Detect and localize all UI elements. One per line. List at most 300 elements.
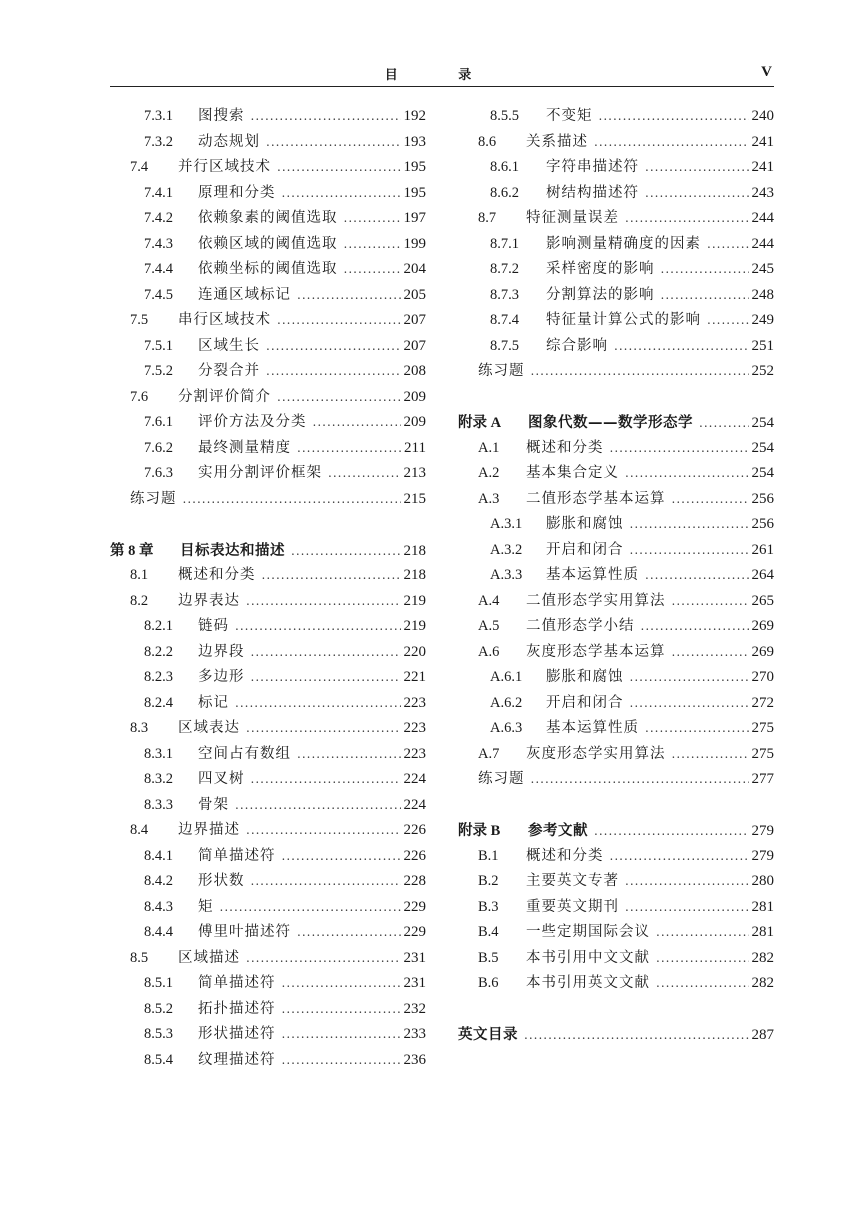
toc-entry[interactable] bbox=[458, 130, 774, 156]
dot-leader bbox=[183, 487, 401, 513]
entry-number: 7.6.2 bbox=[144, 439, 173, 456]
entry-page-number: 264 bbox=[751, 567, 774, 583]
entry-number: A.3.1 bbox=[490, 516, 523, 532]
entry-title: 重要英文期刊 bbox=[526, 898, 619, 915]
entry-number: 7.6 bbox=[130, 388, 149, 405]
entry-title: 依赖坐标的阈值选取 bbox=[198, 261, 338, 277]
toc-entry[interactable] bbox=[110, 359, 426, 385]
entry-number: 8.5.2 bbox=[144, 1000, 173, 1017]
entry-number: A.4 bbox=[478, 592, 500, 609]
toc-entry[interactable] bbox=[110, 640, 426, 666]
section-gap bbox=[458, 793, 774, 819]
entry-page-number: 233 bbox=[403, 1026, 426, 1042]
entry-title: 空间占有数组 bbox=[198, 745, 291, 762]
dot-leader bbox=[282, 844, 401, 870]
entry-number: 8.7.1 bbox=[490, 235, 519, 252]
toc-entry[interactable] bbox=[458, 920, 774, 946]
entry-page-number: 205 bbox=[403, 286, 426, 303]
dot-leader bbox=[266, 130, 401, 156]
entry-title: 形状描述符 bbox=[198, 1026, 276, 1042]
entry-title: 拓扑描述符 bbox=[198, 1000, 276, 1017]
entry-number: 8.7.2 bbox=[490, 261, 519, 277]
toc-entry[interactable] bbox=[110, 614, 426, 640]
entry-page-number: 229 bbox=[403, 924, 426, 940]
page-number: V bbox=[761, 64, 772, 80]
toc-entry[interactable] bbox=[110, 461, 426, 487]
entry-page-number: 223 bbox=[403, 694, 426, 711]
entry-title: 原理和分类 bbox=[198, 184, 276, 201]
dot-leader bbox=[282, 1022, 401, 1048]
entry-title: 傅里叶描述符 bbox=[198, 924, 291, 940]
entry-title: 影响测量精确度的因素 bbox=[546, 235, 701, 252]
dot-leader bbox=[656, 946, 749, 972]
toc-entry[interactable] bbox=[110, 232, 426, 258]
entry-title: 综合影响 bbox=[546, 337, 608, 354]
toc-entry[interactable] bbox=[458, 640, 774, 666]
entry-page-number: 211 bbox=[404, 439, 426, 456]
dot-leader bbox=[625, 461, 749, 487]
entry-page-number: 219 bbox=[403, 618, 426, 634]
toc-entry[interactable] bbox=[458, 257, 774, 283]
dot-leader bbox=[630, 691, 749, 717]
entry-number: 7.4.2 bbox=[144, 210, 173, 226]
entry-page-number: 224 bbox=[403, 771, 426, 787]
entry-title: 纹理描述符 bbox=[198, 1051, 276, 1068]
entry-title: 开启和闭合 bbox=[546, 694, 624, 711]
entry-page-number: 270 bbox=[751, 669, 774, 685]
entry-page-number: 208 bbox=[403, 363, 426, 379]
entry-title: 链码 bbox=[198, 618, 229, 634]
toc-entry[interactable] bbox=[110, 104, 426, 130]
dot-leader bbox=[235, 691, 401, 717]
toc-entry[interactable] bbox=[110, 869, 426, 895]
entry-title: 简单描述符 bbox=[198, 975, 276, 991]
dot-leader bbox=[531, 359, 749, 385]
entry-number: 8.3.3 bbox=[144, 796, 173, 813]
toc-entry[interactable] bbox=[458, 104, 774, 130]
entry-number: 7.5 bbox=[130, 312, 149, 328]
toc-entry[interactable] bbox=[110, 793, 426, 819]
entry-title: 并行区域技术 bbox=[178, 159, 271, 175]
dot-leader bbox=[707, 232, 749, 258]
entry-title: 区域生长 bbox=[198, 337, 260, 354]
toc-chapter-entry[interactable] bbox=[458, 410, 774, 436]
entry-page-number: 228 bbox=[403, 873, 426, 889]
entry-page-number: 282 bbox=[751, 949, 774, 966]
toc-entry[interactable] bbox=[110, 589, 426, 615]
entry-title: 分割算法的影响 bbox=[546, 286, 655, 303]
entry-number: A.1 bbox=[478, 439, 500, 456]
entry-page-number: 231 bbox=[403, 975, 426, 991]
toc-entry[interactable] bbox=[110, 436, 426, 462]
toc-right-column bbox=[458, 104, 774, 1048]
entry-page-number: 256 bbox=[751, 516, 774, 532]
toc-entry[interactable] bbox=[110, 410, 426, 436]
entry-title: 目标表达和描述 bbox=[180, 541, 285, 559]
toc-entry[interactable] bbox=[458, 869, 774, 895]
entry-title: 特征量计算公式的影响 bbox=[546, 312, 701, 328]
toc-entry[interactable] bbox=[110, 971, 426, 997]
entry-page-number: 223 bbox=[403, 720, 426, 736]
entry-page-number: 226 bbox=[403, 847, 426, 864]
entry-title: 关系描述 bbox=[526, 133, 588, 150]
toc-entry[interactable] bbox=[458, 334, 774, 360]
entry-number: B.2 bbox=[478, 873, 499, 889]
entry-page-number: 279 bbox=[751, 823, 774, 839]
entry-number: 8.7.3 bbox=[490, 286, 519, 303]
entry-title: 图象代数——数学形态学 bbox=[528, 414, 693, 431]
entry-number: 8.7 bbox=[478, 210, 497, 226]
dot-leader bbox=[344, 206, 401, 232]
entry-title: 概述和分类 bbox=[526, 847, 604, 864]
dot-leader bbox=[277, 385, 401, 411]
entry-number: 8.3.2 bbox=[144, 771, 173, 787]
toc-entry[interactable] bbox=[458, 971, 774, 997]
entry-number: A.3 bbox=[478, 490, 500, 507]
entry-page-number: 254 bbox=[751, 439, 774, 456]
toc-entry[interactable] bbox=[458, 461, 774, 487]
entry-number: 7.4 bbox=[130, 159, 149, 175]
toc-entry[interactable] bbox=[458, 946, 774, 972]
section-gap bbox=[458, 385, 774, 411]
entry-title: 概述和分类 bbox=[526, 439, 604, 456]
toc-left-column bbox=[110, 104, 426, 1073]
toc-entry[interactable] bbox=[458, 614, 774, 640]
entry-title: 形状数 bbox=[198, 873, 245, 889]
entry-title: 本书引用英文文献 bbox=[526, 975, 650, 991]
toc-entry[interactable] bbox=[458, 716, 774, 742]
toc-entry[interactable] bbox=[110, 334, 426, 360]
entry-number: 8.6.2 bbox=[490, 184, 519, 201]
entry-page-number: 254 bbox=[751, 465, 774, 481]
entry-page-number: 213 bbox=[403, 465, 426, 481]
header-title: 目 录 bbox=[384, 68, 500, 83]
entry-title: 一些定期国际会议 bbox=[526, 924, 650, 940]
toc-entry[interactable] bbox=[110, 767, 426, 793]
entry-title: 膨胀和腐蚀 bbox=[546, 516, 624, 532]
entry-title: 标记 bbox=[198, 694, 229, 711]
entry-title: 依赖区域的阈值选取 bbox=[198, 235, 338, 252]
dot-leader bbox=[645, 716, 749, 742]
toc-entry[interactable] bbox=[110, 155, 426, 181]
toc-entry[interactable] bbox=[110, 206, 426, 232]
toc-entry[interactable] bbox=[110, 844, 426, 870]
entry-number: A.2 bbox=[478, 465, 500, 481]
entry-number: A.3.2 bbox=[490, 541, 523, 558]
entry-page-number: 256 bbox=[751, 490, 774, 507]
dot-leader bbox=[282, 181, 401, 207]
dot-leader bbox=[531, 767, 749, 793]
toc-chapter-entry[interactable] bbox=[458, 818, 774, 844]
toc-entry[interactable] bbox=[110, 487, 426, 513]
entry-title: 动态规划 bbox=[198, 133, 260, 150]
dot-leader bbox=[625, 206, 749, 232]
toc-entry[interactable] bbox=[110, 742, 426, 768]
entry-number: 8.5.1 bbox=[144, 975, 173, 991]
entry-number: A.6.1 bbox=[490, 669, 523, 685]
entry-number: 8.4 bbox=[130, 822, 149, 838]
entry-page-number: 249 bbox=[751, 312, 774, 328]
entry-page-number: 281 bbox=[751, 898, 774, 915]
toc-entry[interactable] bbox=[110, 895, 426, 921]
dot-leader bbox=[282, 997, 401, 1023]
entry-title: 依赖象素的阈值选取 bbox=[198, 210, 338, 226]
entry-number: 附录 B bbox=[458, 823, 501, 839]
dot-leader bbox=[344, 257, 401, 283]
entry-number: 8.7.4 bbox=[490, 312, 519, 328]
entry-page-number: 275 bbox=[751, 720, 774, 736]
dot-leader bbox=[594, 130, 749, 156]
entry-page-number: 254 bbox=[751, 415, 774, 431]
toc-chapter-entry[interactable] bbox=[458, 1022, 774, 1048]
entry-number: B.3 bbox=[478, 898, 499, 915]
toc-entry[interactable] bbox=[458, 563, 774, 589]
entry-title: 本书引用中文文献 bbox=[526, 949, 650, 966]
entry-page-number: 269 bbox=[751, 618, 774, 634]
dot-leader bbox=[672, 742, 749, 768]
toc-entry[interactable] bbox=[458, 232, 774, 258]
toc-entry[interactable] bbox=[110, 1022, 426, 1048]
entry-number: 8.4.2 bbox=[144, 873, 173, 889]
toc-entry[interactable] bbox=[110, 997, 426, 1023]
dot-leader bbox=[630, 665, 749, 691]
toc-entry[interactable] bbox=[458, 844, 774, 870]
section-gap bbox=[458, 997, 774, 1023]
entry-page-number: 224 bbox=[403, 796, 426, 813]
toc-entry[interactable] bbox=[458, 538, 774, 564]
toc-entry[interactable] bbox=[110, 130, 426, 156]
entry-page-number: 243 bbox=[751, 184, 774, 201]
dot-leader bbox=[251, 767, 401, 793]
toc-entry[interactable] bbox=[110, 946, 426, 972]
toc-entry[interactable] bbox=[458, 512, 774, 538]
toc-entry[interactable] bbox=[110, 691, 426, 717]
toc-entry[interactable] bbox=[110, 181, 426, 207]
entry-page-number: 251 bbox=[751, 337, 774, 354]
entry-number: B.1 bbox=[478, 847, 499, 864]
dot-leader bbox=[251, 869, 401, 895]
entry-number: 7.6.3 bbox=[144, 465, 173, 481]
entry-page-number: 280 bbox=[751, 873, 774, 889]
entry-number: 8.5.5 bbox=[490, 108, 519, 124]
entry-number: B.5 bbox=[478, 949, 499, 966]
entry-number: A.3.3 bbox=[490, 567, 523, 583]
dot-leader bbox=[246, 716, 401, 742]
entry-number: 7.5.1 bbox=[144, 337, 173, 354]
entry-page-number: 232 bbox=[403, 1000, 426, 1017]
entry-number: 8.4.3 bbox=[144, 898, 173, 915]
entry-title: 练习题 bbox=[130, 490, 177, 507]
dot-leader bbox=[625, 895, 749, 921]
toc-entry[interactable] bbox=[458, 589, 774, 615]
entry-page-number: 261 bbox=[751, 541, 774, 558]
dot-leader bbox=[594, 819, 749, 845]
dot-leader bbox=[297, 283, 401, 309]
dot-leader bbox=[645, 155, 749, 181]
dot-leader bbox=[297, 742, 401, 768]
entry-page-number: 223 bbox=[403, 745, 426, 762]
dot-leader bbox=[266, 359, 401, 385]
entry-title: 边界段 bbox=[198, 643, 245, 660]
entry-page-number: 269 bbox=[751, 643, 774, 660]
toc-entry[interactable] bbox=[110, 257, 426, 283]
entry-page-number: 209 bbox=[403, 414, 426, 430]
toc-entry[interactable] bbox=[458, 206, 774, 232]
entry-page-number: 204 bbox=[403, 261, 426, 277]
toc-entry[interactable] bbox=[458, 436, 774, 462]
entry-title: 英文目录 bbox=[458, 1026, 518, 1043]
dot-leader bbox=[661, 283, 749, 309]
dot-leader bbox=[282, 1048, 401, 1074]
dot-leader bbox=[246, 946, 401, 972]
dot-leader bbox=[625, 869, 749, 895]
entry-number: 8.6.1 bbox=[490, 159, 519, 175]
dot-leader bbox=[641, 614, 749, 640]
entry-number: 8.1 bbox=[130, 567, 149, 583]
entry-number: 7.6.1 bbox=[144, 414, 173, 430]
entry-number: 第 8 章 bbox=[110, 542, 154, 559]
entry-title: 基本运算性质 bbox=[546, 567, 639, 583]
entry-number: 7.3.2 bbox=[144, 133, 173, 150]
dot-leader bbox=[614, 334, 749, 360]
toc-entry[interactable] bbox=[110, 308, 426, 334]
entry-title: 四叉树 bbox=[198, 771, 245, 787]
entry-number: 7.4.1 bbox=[144, 184, 173, 201]
entry-page-number: 218 bbox=[403, 542, 426, 559]
entry-title: 图搜索 bbox=[198, 108, 245, 124]
entry-title: 二值形态学基本运算 bbox=[526, 490, 666, 507]
entry-title: 连通区域标记 bbox=[198, 286, 291, 303]
entry-number: 8.2.2 bbox=[144, 643, 173, 660]
entry-number: 8.4.4 bbox=[144, 924, 173, 940]
entry-title: 分裂合并 bbox=[198, 363, 260, 379]
entry-title: 二值形态学小结 bbox=[526, 618, 635, 634]
dot-leader bbox=[656, 971, 749, 997]
entry-page-number: 220 bbox=[403, 643, 426, 660]
toc-entry[interactable] bbox=[458, 742, 774, 768]
entry-page-number: 248 bbox=[751, 286, 774, 303]
entry-title: 区域表达 bbox=[178, 720, 240, 736]
page-header bbox=[110, 60, 774, 87]
entry-page-number: 281 bbox=[751, 924, 774, 940]
dot-leader bbox=[251, 640, 401, 666]
entry-title: 不变矩 bbox=[546, 108, 593, 124]
dot-leader bbox=[297, 920, 401, 946]
toc-chapter-entry[interactable] bbox=[110, 538, 426, 564]
toc-entry[interactable] bbox=[458, 895, 774, 921]
entry-title: 边界表达 bbox=[178, 592, 240, 609]
toc-entry[interactable] bbox=[110, 716, 426, 742]
entry-number: 8.2.1 bbox=[144, 618, 173, 634]
entry-page-number: 277 bbox=[751, 771, 774, 787]
toc-entry[interactable] bbox=[458, 767, 774, 793]
entry-number: B.4 bbox=[478, 924, 499, 940]
entry-title: 概述和分类 bbox=[178, 567, 256, 583]
toc-entry[interactable] bbox=[458, 359, 774, 385]
toc-entry[interactable] bbox=[110, 1048, 426, 1074]
entry-title: 二值形态学实用算法 bbox=[526, 592, 666, 609]
entry-page-number: 197 bbox=[403, 210, 426, 226]
dot-leader bbox=[282, 971, 401, 997]
toc-entry[interactable] bbox=[110, 665, 426, 691]
entry-title: 矩 bbox=[198, 898, 214, 915]
dot-leader bbox=[599, 104, 749, 130]
entry-page-number: 215 bbox=[403, 490, 426, 507]
entry-title: 简单描述符 bbox=[198, 847, 276, 864]
entry-page-number: 279 bbox=[751, 847, 774, 864]
entry-number: 附录 A bbox=[458, 415, 502, 431]
entry-title: 练习题 bbox=[478, 363, 525, 379]
entry-page-number: 265 bbox=[751, 592, 774, 609]
dot-leader bbox=[251, 665, 401, 691]
entry-page-number: 193 bbox=[403, 133, 426, 150]
entry-page-number: 221 bbox=[403, 669, 426, 685]
toc-entry[interactable] bbox=[458, 665, 774, 691]
dot-leader bbox=[610, 844, 749, 870]
dot-leader bbox=[672, 487, 749, 513]
dot-leader bbox=[297, 436, 401, 462]
toc-entry[interactable] bbox=[458, 691, 774, 717]
dot-leader bbox=[672, 640, 749, 666]
toc-entry[interactable] bbox=[110, 920, 426, 946]
entry-page-number: 192 bbox=[403, 108, 426, 124]
entry-page-number: 244 bbox=[751, 235, 774, 252]
entry-number: A.6.3 bbox=[490, 720, 523, 736]
toc-entry[interactable] bbox=[458, 181, 774, 207]
toc-entry[interactable] bbox=[458, 155, 774, 181]
dot-leader bbox=[313, 410, 401, 436]
entry-title: 实用分割评价框架 bbox=[198, 465, 322, 481]
entry-number: 8.2.3 bbox=[144, 669, 173, 685]
dot-leader bbox=[699, 411, 749, 437]
dot-leader bbox=[251, 104, 401, 130]
dot-leader bbox=[344, 232, 401, 258]
dot-leader bbox=[235, 614, 401, 640]
dot-leader bbox=[262, 563, 401, 589]
dot-leader bbox=[672, 589, 749, 615]
entry-number: 7.4.3 bbox=[144, 235, 173, 252]
toc-entry[interactable] bbox=[458, 283, 774, 309]
entry-title: 灰度形态学实用算法 bbox=[526, 745, 666, 762]
entry-number: A.6.2 bbox=[490, 694, 523, 711]
toc-entry[interactable] bbox=[110, 563, 426, 589]
dot-leader bbox=[266, 334, 401, 360]
entry-page-number: 236 bbox=[403, 1051, 426, 1068]
dot-leader bbox=[661, 257, 749, 283]
entry-title: 区域描述 bbox=[178, 949, 240, 966]
entry-title: 树结构描述符 bbox=[546, 184, 639, 201]
entry-title: 边界描述 bbox=[178, 822, 240, 838]
entry-page-number: 241 bbox=[751, 133, 774, 150]
entry-page-number: 229 bbox=[403, 898, 426, 915]
entry-number: A.6 bbox=[478, 643, 500, 660]
entry-number: 8.4.1 bbox=[144, 847, 173, 864]
entry-number: 8.2 bbox=[130, 592, 149, 609]
entry-title: 骨架 bbox=[198, 796, 229, 813]
entry-title: 开启和闭合 bbox=[546, 541, 624, 558]
dot-leader bbox=[645, 181, 749, 207]
toc-entry[interactable] bbox=[110, 283, 426, 309]
dot-leader bbox=[328, 461, 401, 487]
toc-entry[interactable] bbox=[110, 385, 426, 411]
entry-title: 串行区域技术 bbox=[178, 312, 271, 328]
dot-leader bbox=[277, 308, 401, 334]
toc-entry[interactable] bbox=[458, 308, 774, 334]
entry-number: 7.3.1 bbox=[144, 108, 173, 124]
toc-entry[interactable] bbox=[458, 487, 774, 513]
entry-number: A.5 bbox=[478, 618, 500, 634]
toc-entry[interactable] bbox=[110, 818, 426, 844]
